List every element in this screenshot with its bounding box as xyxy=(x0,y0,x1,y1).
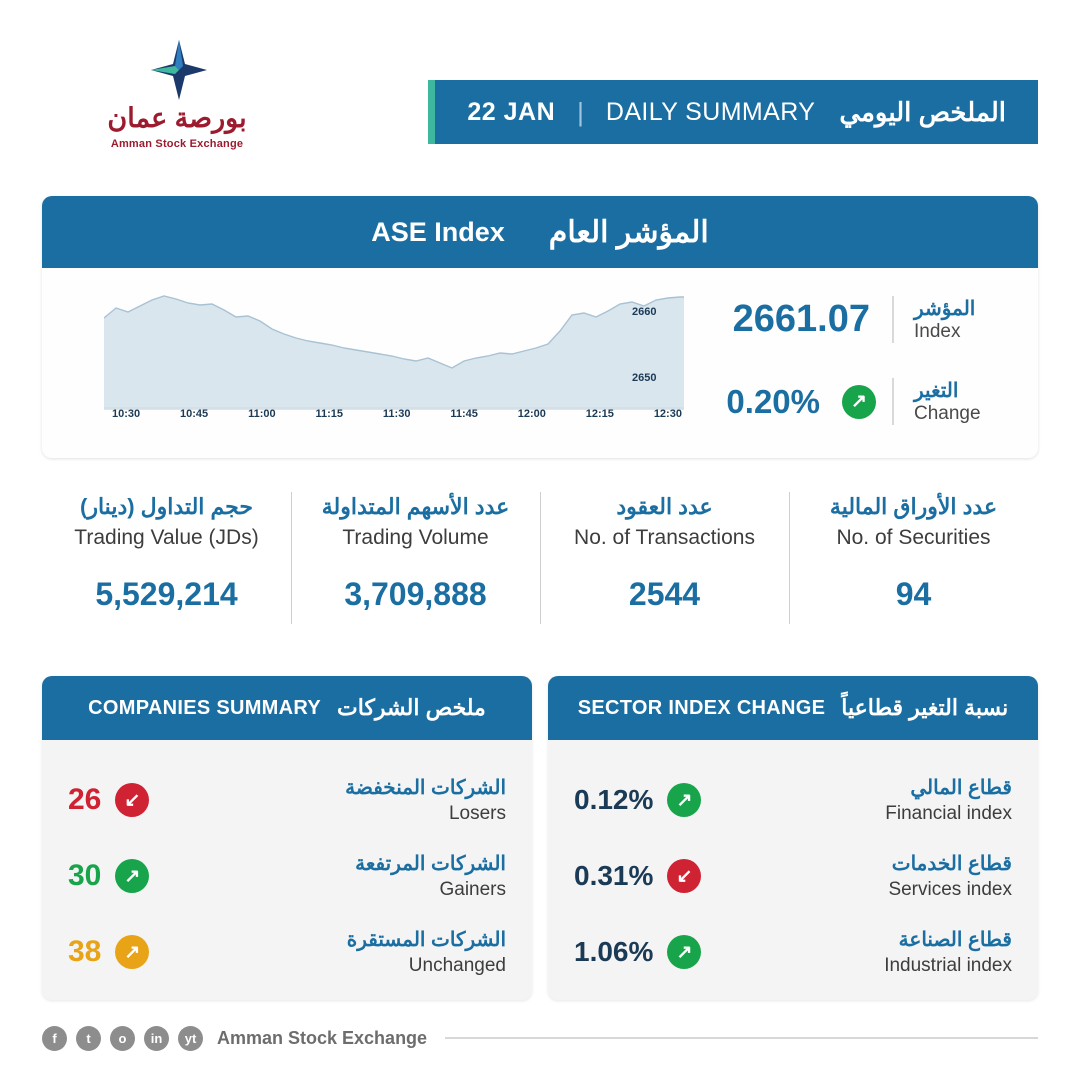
stat-label-ar: عدد الأسهم المتداولة xyxy=(321,494,510,519)
ase-index-title-en: ASE Index xyxy=(371,216,505,247)
stat-trading-value xyxy=(42,486,291,646)
services-index-change: 0.31% xyxy=(574,860,654,891)
index-change-label-ar: التغير xyxy=(914,380,959,402)
market-stats-strip xyxy=(42,486,1038,646)
gainers-label-ar: الشركات المرتفعة xyxy=(355,853,506,875)
losers-label-ar: الشركات المنخفضة xyxy=(345,777,506,799)
index-label-en: Index xyxy=(914,321,961,342)
row-financial-index xyxy=(574,762,1012,838)
chart-xtick: 11:45 xyxy=(450,408,478,420)
services-index-label-ar: قطاع الخدمات xyxy=(891,853,1012,875)
financial-index-label-ar: قطاع المالي xyxy=(910,777,1012,799)
companies-summary-title-en: COMPANIES SUMMARY xyxy=(88,696,322,719)
stat-value: 3,709,888 xyxy=(344,576,487,612)
sector-index-title-en: SECTOR INDEX CHANGE xyxy=(577,696,826,719)
gainers-count: 30 xyxy=(68,859,102,892)
ase-logo xyxy=(72,38,282,158)
losers-label-en: Losers xyxy=(448,803,506,824)
title-accent-bar xyxy=(428,80,435,144)
index-value-block xyxy=(733,296,1012,343)
index-change-label-en: Change xyxy=(914,403,981,424)
header-separator: | xyxy=(577,96,584,127)
companies-summary-panel xyxy=(42,676,532,1000)
ase-index-card xyxy=(42,196,1038,458)
header-date: 22 JAN xyxy=(467,97,556,126)
unchanged-label-en: Unchanged xyxy=(408,955,506,976)
row-unchanged xyxy=(68,914,506,990)
chart-xtick: 11:15 xyxy=(315,408,344,420)
row-gainers xyxy=(68,838,506,914)
financial-index-change: 0.12% xyxy=(574,784,654,815)
services-index-label-en: Services index xyxy=(888,879,1012,900)
chart-xtick: 10:30 xyxy=(112,408,141,420)
footer xyxy=(42,1018,1038,1058)
arrow-flat-icon: ↗ xyxy=(115,935,149,969)
unchanged-count: 38 xyxy=(68,935,102,968)
companies-summary-header xyxy=(42,676,532,740)
index-change-value: 0.20% xyxy=(726,382,820,420)
youtube-icon[interactable]: yt xyxy=(178,1026,203,1051)
stat-label-en: No. of Securities xyxy=(836,526,991,549)
stat-label-en: Trading Volume xyxy=(342,526,489,549)
sector-index-change-panel xyxy=(548,676,1038,1000)
arrow-up-icon: ↗ xyxy=(842,385,876,419)
title-bar xyxy=(428,80,1038,144)
logo-star-icon xyxy=(145,38,209,102)
stat-label-ar: عدد العقود xyxy=(616,494,713,519)
social-links xyxy=(42,1026,203,1051)
companies-summary-title-ar: ملخص الشركات xyxy=(337,695,486,720)
chart-xtick: 10:45 xyxy=(180,408,209,420)
stat-value: 2544 xyxy=(628,576,701,612)
index-value: 2661.07 xyxy=(732,298,870,340)
linkedin-icon[interactable]: in xyxy=(144,1026,169,1051)
row-losers xyxy=(68,762,506,838)
stat-securities xyxy=(789,486,1038,646)
stat-label-ar: حجم التداول (دينار) xyxy=(80,494,253,519)
industrial-index-label-ar: قطاع الصناعة xyxy=(898,929,1012,951)
instagram-icon[interactable]: o xyxy=(110,1026,135,1051)
financial-index-label-en: Financial index xyxy=(885,803,1012,824)
chart-ytick-upper: 2660 xyxy=(632,306,657,318)
sector-index-title-ar: نسبة التغير قطاعياً xyxy=(841,695,1009,720)
stat-value: 5,529,214 xyxy=(95,576,238,612)
chart-x-axis xyxy=(112,408,682,420)
intraday-chart xyxy=(104,290,684,440)
sector-index-change-header xyxy=(548,676,1038,740)
arrow-down-icon: ↙ xyxy=(667,859,701,893)
stat-trading-volume xyxy=(291,486,540,646)
row-services-index xyxy=(574,838,1012,914)
stat-transactions xyxy=(540,486,789,646)
chart-xtick: 11:00 xyxy=(248,408,276,420)
industrial-index-label-en: Industrial index xyxy=(884,955,1012,976)
footer-divider xyxy=(445,1037,1038,1039)
row-industrial-index xyxy=(574,914,1012,990)
chart-ytick-lower: 2650 xyxy=(632,372,657,384)
companies-summary-body xyxy=(42,740,532,990)
header-title-ar: الملخص اليومي xyxy=(839,96,1006,127)
ase-index-card-header xyxy=(42,196,1038,268)
chart-xtick: 12:15 xyxy=(585,408,614,420)
stat-label-en: Trading Value (JDs) xyxy=(74,526,259,549)
stat-value: 94 xyxy=(895,576,932,612)
chart-xtick: 12:00 xyxy=(517,408,546,420)
stat-label-ar: عدد الأوراق المالية xyxy=(829,494,998,519)
twitter-icon[interactable]: t xyxy=(76,1026,101,1051)
gainers-label-en: Gainers xyxy=(439,879,506,900)
index-change-block xyxy=(726,378,1012,425)
facebook-icon[interactable]: f xyxy=(42,1026,67,1051)
chart-xtick: 11:30 xyxy=(382,408,411,420)
arrow-up-icon: ↗ xyxy=(667,783,701,817)
footer-brand-name: Amman Stock Exchange xyxy=(217,1027,428,1048)
stat-label-en: No. of Transactions xyxy=(574,526,755,549)
ase-index-card-body xyxy=(42,268,1038,458)
logo-text-ar: بورصة عمان xyxy=(107,103,247,133)
index-label-ar: المؤشر xyxy=(914,298,976,320)
arrow-down-icon: ↙ xyxy=(115,783,149,817)
header xyxy=(0,0,1080,178)
unchanged-label-ar: الشركات المستقرة xyxy=(346,929,506,951)
arrow-up-icon: ↗ xyxy=(667,935,701,969)
industrial-index-change: 1.06% xyxy=(574,936,654,967)
ase-index-title-ar: المؤشر العام xyxy=(548,215,709,249)
sector-index-change-body xyxy=(548,740,1038,990)
logo-text-en: Amman Stock Exchange xyxy=(110,138,244,150)
intraday-chart-svg xyxy=(104,290,684,410)
losers-count: 26 xyxy=(68,783,102,816)
arrow-up-icon: ↗ xyxy=(115,859,149,893)
header-title-en: DAILY SUMMARY xyxy=(605,97,816,126)
chart-xtick: 12:30 xyxy=(653,408,682,420)
